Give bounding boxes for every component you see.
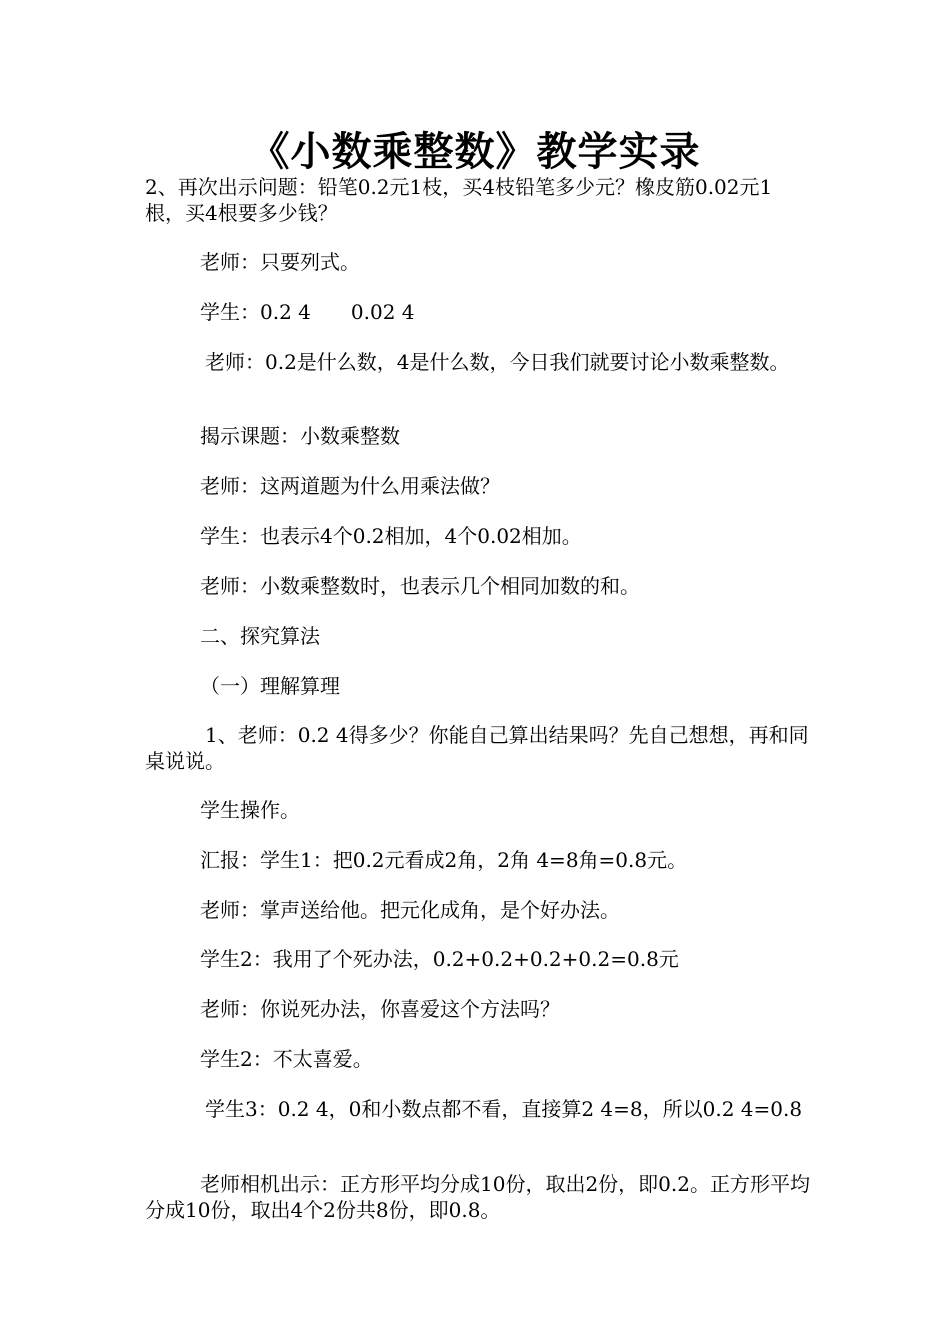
paragraph-student-3: 学生2：我用了个死办法，0.2+0.2+0.2+0.2=0.8元 [200, 947, 679, 971]
paragraph-teacher-6: 老师：掌声送给他。把元化成角，是个好办法。 [200, 898, 620, 922]
paragraph-student-4: 学生2：不太喜爱。 [200, 1047, 373, 1071]
section-heading-2: 二、探究算法 [200, 624, 320, 648]
subsection-heading-1: （一）理解算理 [200, 674, 340, 698]
paragraph-problem: 2、再次出示问题：铅笔0.2元1枝，买4枝铅笔多少元？橡皮筋0.02元1根，买4根要多少钱？ [145, 175, 773, 225]
paragraph-topic: 揭示课题：小数乘整数 [200, 424, 400, 448]
paragraph-teacher-5: 1、老师：0.2 4得多少？你能自己算出结果吗？先自己想想，再和同桌说说。 [145, 723, 809, 773]
document-title: 《小数乘整数》教学实录 [249, 128, 701, 175]
paragraph-student-5: 学生3：0.2 4，0和小数点都不看，直接算2 4=8，所以0.2 4=0.8 [205, 1097, 803, 1121]
paragraph-student-1: 学生：0.2 4 0.02 4 [200, 300, 415, 324]
paragraph-student-operation: 学生操作。 [200, 798, 300, 822]
paragraph-teacher-4: 老师：小数乘整数时，也表示几个相同加数的和。 [200, 574, 640, 598]
paragraph-teacher-8: 老师相机出示：正方形平均分成10份，取出2份，即0.2。正方形平均分成10份，取出4个2份共8份，即0.8。 [145, 1172, 810, 1222]
paragraph-teacher-2: 老师：0.2是什么数，4是什么数，今日我们就要讨论小数乘整数。 [205, 350, 790, 374]
paragraph-teacher-7: 老师：你说死办法，你喜爱这个方法吗？ [200, 997, 560, 1021]
paragraph-student-2: 学生：也表示4个0.2相加，4个0.02相加。 [200, 524, 582, 548]
paragraph-report-1: 汇报：学生1：把0.2元看成2角，2角 4=8角=0.8元。 [200, 848, 688, 872]
paragraph-teacher-1: 老师：只要列式。 [200, 250, 360, 274]
paragraph-teacher-3: 老师：这两道题为什么用乘法做？ [200, 474, 500, 498]
